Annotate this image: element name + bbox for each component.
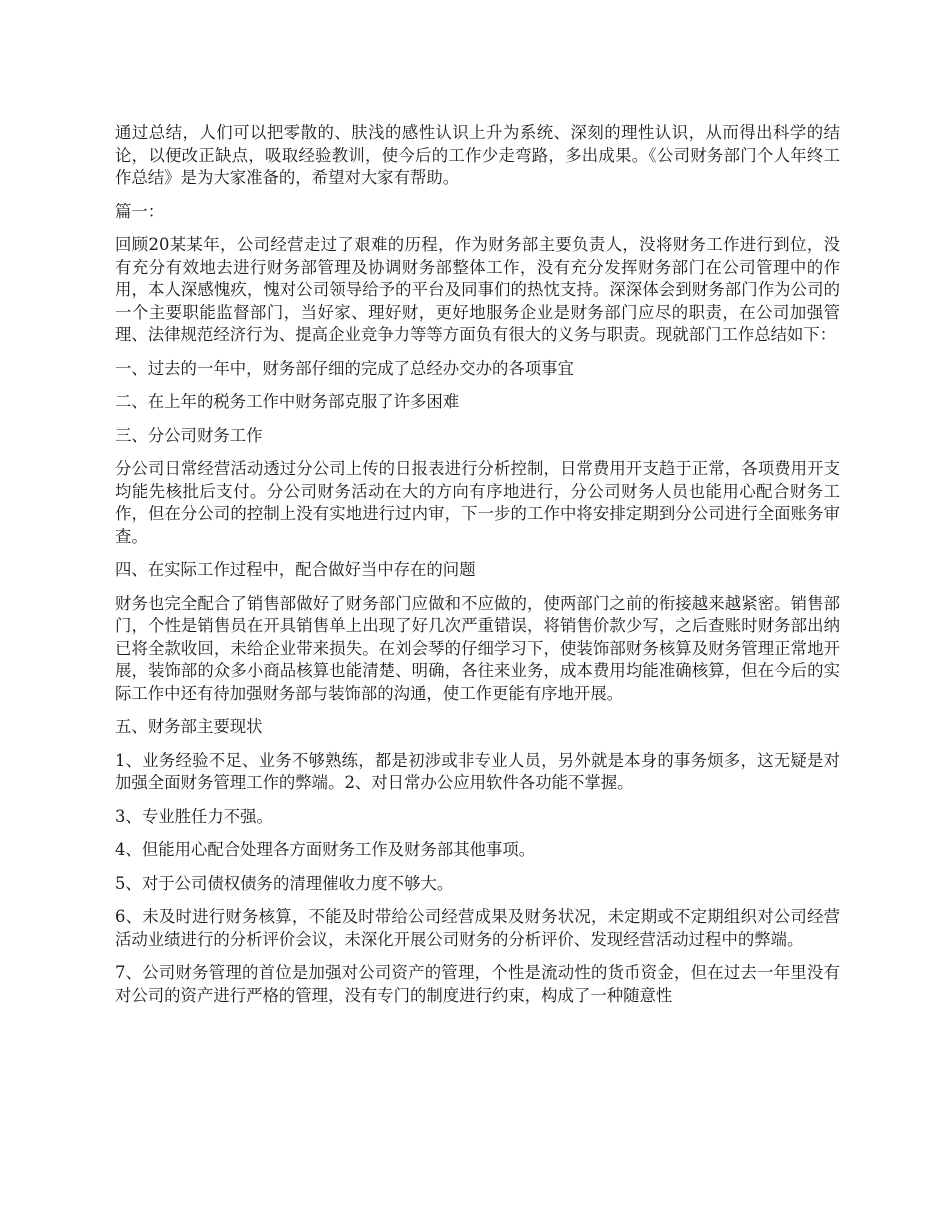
heading-item-5: 五、财务部主要现状 bbox=[115, 717, 263, 736]
status-item-4: 4、但能用心配合处理各方面财务工作及财务部其他事项。 bbox=[115, 840, 536, 859]
intro-paragraph: 通过总结，人们可以把零散的、肤浅的感性认识上升为系统、深刻的理性认识，从而得出科学的结论，以便改正缺点，吸取经验教训，使今后的工作少走弯路，多出成果。《公司财务部门个人年终工作总结》是为大家准备的，希望对大家有帮助。 bbox=[115, 123, 840, 187]
document-page bbox=[115, 122, 840, 1018]
cooperation-paragraph: 财务也完全配合了销售部做好了财务部门应做和不应做的，使两部门之前的衔接越来越紧密。销售部门，个性是销售员在开具销售单上出现了好几次严重错误，将销售价款少写，之后查账时财务部出纳已将全款收回，未给企业带来损失。在刘会琴的仔细学习下，使装饰部财务核算及财务管理正常地开展，装饰部的众多小商品核算也能清楚、明确，各往来业务，成本费用均能准确核算，但在今后的实际工作中还有待加强财务部与装饰部的沟通，使工作更能有序地开展。 bbox=[115, 593, 840, 703]
status-item-6: 6、未及时进行财务核算，不能及时带给公司经营成果及财务状况，未定期或不定期组织对公司经营活动业绩进行的分析评价会议，未深化开展公司财务的分析评价、发现经营活动过程中的弊端。 bbox=[115, 907, 840, 949]
status-item-3: 3、专业胜任力不强。 bbox=[115, 806, 273, 826]
heading-item-2: 二、在上年的税务工作中财务部克服了许多困难 bbox=[115, 392, 460, 411]
heading-item-1: 一、过去的一年中，财务部仔细的完成了总经办交办的各项事宜 bbox=[115, 358, 574, 378]
branch-finance-paragraph: 分公司日常经营活动透过分公司上传的日报表进行分析控制，日常费用开支趋于正常，各项费用开支均能先核批后支付。分公司财务活动在大的方向有序地进行，分公司财务人员也能用心配合财务工作，但在分公司的控制上没有实地进行过内审，下一步的工作中将安排定期到分公司进行全面账务审查。 bbox=[115, 459, 840, 546]
status-item-5: 5、对于公司债权债务的清理催收力度不够大。 bbox=[115, 873, 454, 893]
status-item-7: 7、公司财务管理的首位是加强对公司资产的管理，个性是流动性的货币资金，但在过去一年里没有对公司的资产进行严格的管理，没有专门的制度进行约束，构成了一种随意性 bbox=[115, 963, 840, 1005]
review-paragraph: 回顾20某某年，公司经营走过了艰难的历程，作为财务部主要负责人，没将财务工作进行到位，没有充分有效地去进行财务部管理及协调财务部整体工作，没有充分发挥财务部门在公司管理中的作用，本人深感愧疚，愧对公司领导给予的平台及同事们的热忱支持。深深体会到财务部门作为公司的一个主要职能监督部门，当好家、理好财，更好地服务企业是财务部门应尽的职责，在公司加强管理、法律规范经济行为、提高企业竞争力等等方面负有很大的义务与职责。现就部门工作总结如下： bbox=[115, 235, 840, 344]
heading-item-3: 三、分公司财务工作 bbox=[115, 425, 263, 445]
heading-item-4: 四、在实际工作过程中，配合做好当中存在的问题 bbox=[115, 560, 476, 579]
status-item-1: 1、业务经验不足、业务不够熟练，都是初涉或非专业人员，另外就是本身的事务烦多，这无疑是对加强全面财务管理工作的弊端。2、对日常办公应用软件各功能不掌握。 bbox=[115, 750, 840, 792]
section-label-part-one: 篇一： bbox=[115, 201, 165, 221]
